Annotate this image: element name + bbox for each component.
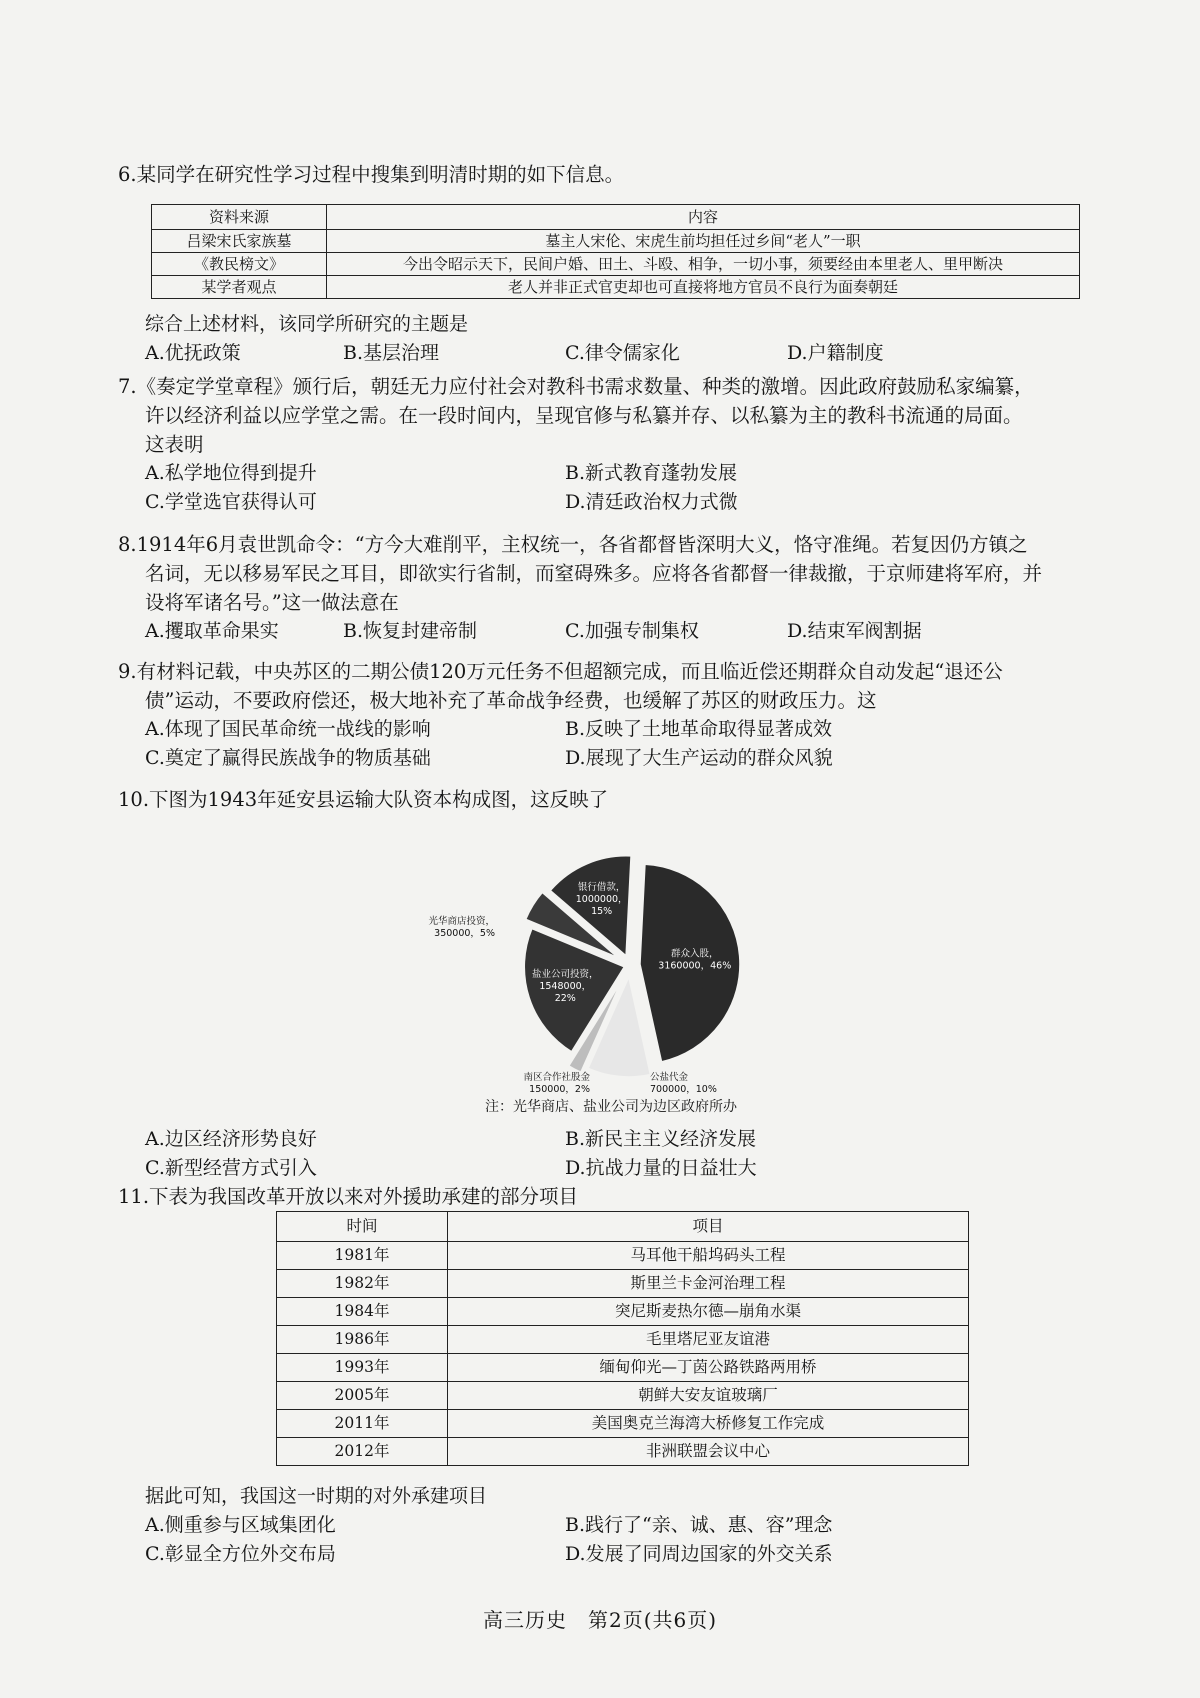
table-cell: 缅甸仰光—丁茵公路铁路两用桥 — [448, 1354, 969, 1382]
pie-slice-label: 光华商店投资， 350000，5% — [428, 916, 495, 939]
table-row — [277, 1242, 969, 1270]
table-header: 时间 — [277, 1212, 448, 1242]
q6-table — [151, 204, 1080, 299]
page-footer: 高三历史 第2页(共6页) — [482, 1608, 718, 1632]
table-cell: 朝鲜大安友谊玻璃厂 — [448, 1382, 969, 1410]
table-header: 内容 — [327, 205, 1080, 230]
option-d[interactable]: D.抗战力量的日益壮大 — [565, 1157, 757, 1179]
option-b[interactable]: B.恢复封建帝制 — [343, 620, 478, 642]
table-row — [277, 1438, 969, 1466]
q9-options — [118, 715, 1140, 773]
table-cell: 斯里兰卡金河治理工程 — [448, 1270, 969, 1298]
q11-table — [276, 1211, 969, 1466]
option-b[interactable]: B.新民主主义经济发展 — [565, 1128, 757, 1150]
table-cell: 美国奥克兰海湾大桥修复工作完成 — [448, 1410, 969, 1438]
table-cell: 老人并非正式官吏却也可直接将地方官员不良行为面奏朝廷 — [327, 276, 1080, 299]
table-header: 资料来源 — [152, 205, 327, 230]
q6-stem: 6.某同学在研究性学习过程中搜集到明清时期的如下信息。 — [118, 163, 625, 186]
option-d[interactable]: D.展现了大生产运动的群众风貌 — [565, 747, 833, 769]
q11-body — [118, 1482, 1140, 1569]
table-cell: 1984年 — [277, 1298, 448, 1326]
table-row — [152, 276, 1080, 299]
option-d[interactable]: D.户籍制度 — [787, 342, 884, 364]
table-row — [277, 1326, 969, 1354]
table-header-row — [277, 1212, 969, 1242]
table-header-row — [152, 205, 1080, 230]
q6-question: 综合上述材料，该同学所研究的主题是 — [145, 313, 469, 335]
table-row — [152, 253, 1080, 276]
table-cell: 某学者观点 — [152, 276, 327, 299]
option-d[interactable]: D.清廷政治权力式微 — [565, 491, 738, 513]
question-9 — [118, 657, 1140, 773]
q7-stem-line: 许以经济利益以应学堂之需。在一段时间内，呈现官修与私纂并存、以私纂为主的教科书流通的局面。 — [145, 404, 1023, 427]
option-a[interactable]: A.体现了国民革命统一战线的影响 — [145, 718, 431, 740]
table-cell: 《教民榜文》 — [152, 253, 327, 276]
option-c[interactable]: C.律令儒家化 — [565, 342, 680, 364]
q6-body — [118, 310, 1140, 368]
pie-slice-label: 盐业公司投资， 1548000， 22% — [532, 968, 599, 1004]
option-c[interactable]: C.加强专制集权 — [565, 620, 699, 642]
table-cell: 毛里塔尼亚友谊港 — [448, 1326, 969, 1354]
table-cell: 吕梁宋氏家族墓 — [152, 230, 327, 253]
table-cell: 非洲联盟会议中心 — [448, 1438, 969, 1466]
pie-slice-label: 公盐代金 700000，10% — [650, 1072, 717, 1095]
q9-stem-line: 债”运动，不要政府偿还，极大地补充了革命战争经费，也缓解了苏区的财政压力。这 — [145, 689, 877, 712]
q6-options — [118, 339, 1140, 368]
question-11 — [118, 1182, 1140, 1211]
q8-stem-line: 名词，无以移易军民之耳目，即欲实行省制，而窒碍殊多。应将各省都督一律裁撤，于京师建将军府，并 — [145, 562, 1043, 585]
table-cell: 1986年 — [277, 1326, 448, 1354]
table-row — [277, 1410, 969, 1438]
option-a[interactable]: A.边区经济形势良好 — [145, 1128, 317, 1150]
question-8 — [118, 530, 1140, 646]
option-c[interactable]: C.学堂选官获得认可 — [145, 491, 317, 513]
option-a[interactable]: A.优抚政策 — [145, 342, 241, 364]
pie-chart — [428, 830, 800, 1100]
q7-stem-line: 7.《奏定学堂章程》颁行后，朝廷无力应付社会对教科书需求数量、种类的激增。因此政府鼓励私家编纂， — [118, 375, 1034, 398]
pie-chart-svg — [428, 830, 800, 1100]
option-b[interactable]: B.新式教育蓬勃发展 — [565, 462, 738, 484]
q10-options — [118, 1125, 1140, 1183]
table-row — [277, 1298, 969, 1326]
q11-options — [118, 1511, 1140, 1569]
q8-options — [118, 617, 1140, 646]
pie-slice-label: 南区合作社股金 150000，2% — [523, 1072, 590, 1095]
table-row — [277, 1382, 969, 1410]
table-row — [277, 1354, 969, 1382]
q10-stem: 10.下图为1943年延安县运输大队资本构成图，这反映了 — [118, 788, 609, 811]
question-10 — [118, 785, 1140, 814]
option-b[interactable]: B.反映了土地革命取得显著成效 — [565, 718, 833, 740]
q9-stem-line: 9.有材料记载，中央苏区的二期公债120万元任务不但超额完成，而且临近偿还期群众自动发起“退还公 — [118, 660, 1003, 683]
q10-body — [118, 1125, 1140, 1183]
question-7 — [118, 372, 1140, 517]
table-header: 项目 — [448, 1212, 969, 1242]
option-a[interactable]: A.侧重参与区域集团化 — [145, 1514, 336, 1536]
option-b[interactable]: B.基层治理 — [343, 342, 440, 364]
table-cell: 墓主人宋伦、宋虎生前均担任过乡间“老人”一职 — [327, 230, 1080, 253]
q11-stem: 11.下表为我国改革开放以来对外援助承建的部分项目 — [118, 1185, 579, 1208]
table-cell: 突尼斯麦热尔德—崩角水渠 — [448, 1298, 969, 1326]
q8-stem-line: 8.1914年6月袁世凯命令：“方今大难削平，主权统一，各省都督皆深明大义，恪守准绳。若复因仍方镇之 — [118, 533, 1028, 556]
option-b[interactable]: B.践行了“亲、诚、惠、容”理念 — [565, 1514, 833, 1536]
table-cell: 今出令昭示天下，民间户婚、田土、斗殴、相争，一切小事，须要经由本里老人、里甲断决 — [327, 253, 1080, 276]
option-d[interactable]: D.发展了同周边国家的外交关系 — [565, 1543, 833, 1565]
option-a[interactable]: A.攫取革命果实 — [145, 620, 279, 642]
table-cell: 1981年 — [277, 1242, 448, 1270]
table-row — [152, 230, 1080, 253]
pie-slice-label: 银行借款， 1000000， 15% — [575, 881, 628, 917]
table-row — [277, 1270, 969, 1298]
table-cell: 1982年 — [277, 1270, 448, 1298]
option-c[interactable]: C.奠定了赢得民族战争的物质基础 — [145, 747, 431, 769]
table-cell: 1993年 — [277, 1354, 448, 1382]
q8-stem-line: 设将军诸名号。”这一做法意在 — [145, 591, 399, 614]
option-c[interactable]: C.彰显全方位外交布局 — [145, 1543, 336, 1565]
pie-slice-label: 群众入股， 3160000，46% — [658, 948, 732, 972]
q7-stem-line: 这表明 — [145, 433, 204, 456]
table-cell: 马耳他干船坞码头工程 — [448, 1242, 969, 1270]
table-cell: 2005年 — [277, 1382, 448, 1410]
table-cell: 2011年 — [277, 1410, 448, 1438]
q11-question: 据此可知，我国这一时期的对外承建项目 — [145, 1485, 488, 1507]
option-a[interactable]: A.私学地位得到提升 — [145, 462, 317, 484]
question-6 — [118, 160, 1140, 189]
option-c[interactable]: C.新型经营方式引入 — [145, 1157, 317, 1179]
option-d[interactable]: D.结束军阀割据 — [787, 620, 922, 642]
table-cell: 2012年 — [277, 1438, 448, 1466]
q7-options — [118, 459, 1140, 517]
chart-note: 注：光华商店、盐业公司为边区政府所办 — [485, 1099, 737, 1115]
